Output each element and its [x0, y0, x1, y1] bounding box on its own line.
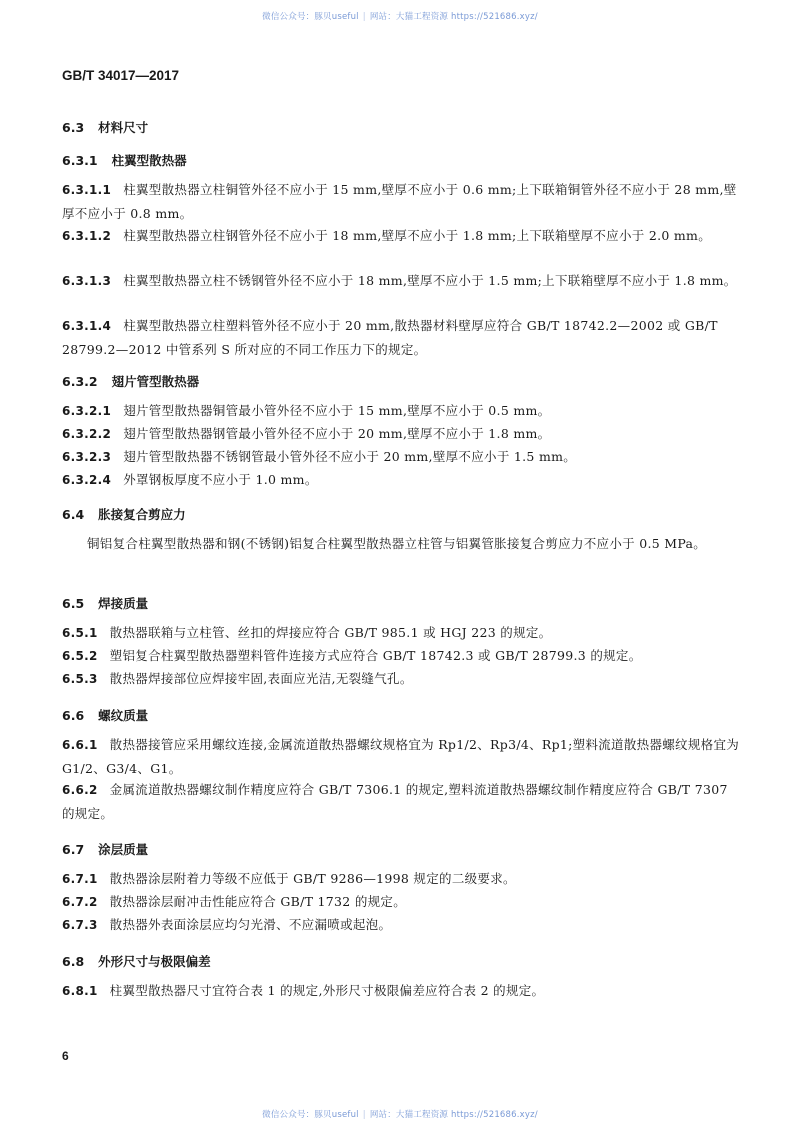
clause-text: 金属流道散热器螺纹制作精度应符合 GB/T 7306.1 的规定,塑料流道散热器螺纹制作精度应符合 GB/T 7307 的规定。 — [62, 782, 728, 821]
paragraph-text: 铜铝复合柱翼型散热器和钢(不锈钢)铝复合柱翼型散热器立柱管与铝翼管胀接复合剪应力不应小于 0.5 MPa。 — [87, 536, 707, 551]
section-title: 外形尺寸与极限偏差 — [98, 954, 211, 969]
watermark-site: 网站：大猫工程资源 https://521686.xyz/ — [369, 1110, 538, 1120]
heading-6-4 — [62, 505, 186, 523]
heading-6-8 — [62, 952, 211, 970]
clause-6-3-1-1 — [62, 178, 742, 225]
clause-number: 6.8.1 — [62, 984, 98, 998]
clause-number: 6.5.2 — [62, 649, 98, 663]
clause-6-7-2 — [62, 890, 742, 914]
clause-text: 翅片管型散热器不锈钢管最小管外径不应小于 20 mm,壁厚不应小于 1.5 mm。 — [123, 449, 577, 464]
section-title: 柱翼型散热器 — [111, 153, 187, 168]
clause-text: 柱翼型散热器立柱钢管外径不应小于 18 mm,壁厚不应小于 1.8 mm;上下联箱壁厚不应小于 2.0 mm。 — [123, 228, 711, 243]
section-number: 6.7 — [62, 842, 85, 857]
clause-number: 6.7.1 — [62, 872, 98, 886]
clause-number: 6.3.1.3 — [62, 274, 112, 288]
clause-6-3-1-3 — [62, 269, 742, 293]
section-title: 螺纹质量 — [98, 708, 149, 723]
clause-text: 柱翼型散热器立柱塑料管外径不应小于 20 mm,散热器材料壁厚应符合 GB/T 18742.2—2002 或 GB/T 28799.2—2012 中管系列 S 所对应的不同工作压力下的规定。 — [62, 318, 718, 357]
clause-6-3-2-4 — [62, 468, 742, 492]
heading-6-3-2 — [62, 372, 199, 390]
watermark-wechat: 微信公众号：豚贝useful — [262, 12, 359, 22]
clause-6-8-1 — [62, 979, 742, 1003]
section-number: 6.5 — [62, 596, 85, 611]
section-number: 6.8 — [62, 954, 85, 969]
clause-6-3-1-2 — [62, 224, 742, 248]
clause-text: 散热器联箱与立柱管、丝扣的焊接应符合 GB/T 985.1 或 HGJ 223 的规定。 — [109, 625, 552, 640]
clause-number: 6.7.3 — [62, 918, 98, 932]
clause-number: 6.6.2 — [62, 783, 98, 797]
section-title: 涂层质量 — [98, 842, 149, 857]
section-title: 焊接质量 — [98, 596, 149, 611]
clause-6-6-1 — [62, 733, 742, 780]
clause-number: 6.3.1.1 — [62, 183, 112, 197]
clause-6-3-1-4 — [62, 314, 742, 361]
clause-text: 柱翼型散热器立柱不锈钢管外径不应小于 18 mm,壁厚不应小于 1.5 mm;上下联箱壁厚不应小于 1.8 mm。 — [123, 273, 737, 288]
clause-number: 6.3.2.3 — [62, 450, 112, 464]
clause-text: 散热器接管应采用螺纹连接,金属流道散热器螺纹规格宜为 Rp1/2、Rp3/4、Rp1;塑料流道散热器螺纹规格宜为 G1/2、G3/4、G1。 — [62, 737, 740, 776]
clause-number: 6.3.2.1 — [62, 404, 112, 418]
watermark-site: 网站：大猫工程资源 https://521686.xyz/ — [369, 12, 538, 22]
clause-number: 6.6.1 — [62, 738, 98, 752]
watermark-separator: | — [362, 12, 366, 22]
watermark-separator: | — [362, 1110, 366, 1120]
clause-6-3-2-2 — [62, 422, 742, 446]
watermark-top — [0, 10, 800, 22]
clause-text: 柱翼型散热器立柱铜管外径不应小于 15 mm,壁厚不应小于 0.6 mm;上下联箱铜管外径不应小于 28 mm,壁厚不应小于 0.8 mm。 — [62, 182, 737, 221]
section-number: 6.3.2 — [62, 374, 98, 389]
clause-text: 散热器焊接部位应焊接牢固,表面应光洁,无裂缝气孔。 — [109, 671, 413, 686]
clause-6-5-3 — [62, 667, 742, 691]
clause-number: 6.3.2.4 — [62, 473, 112, 487]
heading-6-3-1 — [62, 151, 187, 169]
section-number: 6.6 — [62, 708, 85, 723]
clause-text: 柱翼型散热器尺寸宜符合表 1 的规定,外形尺寸极限偏差应符合表 2 的规定。 — [109, 983, 545, 998]
watermark-wechat: 微信公众号：豚贝useful — [262, 1110, 359, 1120]
clause-number: 6.3.2.2 — [62, 427, 112, 441]
clause-number: 6.3.1.4 — [62, 319, 112, 333]
clause-text: 散热器涂层耐冲击性能应符合 GB/T 1732 的规定。 — [109, 894, 407, 909]
clause-text: 散热器涂层附着力等级不应低于 GB/T 9286—1998 规定的二级要求。 — [109, 871, 516, 886]
watermark-bottom — [0, 1108, 800, 1120]
clause-text: 散热器外表面涂层应均匀光滑、不应漏喷或起泡。 — [109, 917, 392, 932]
clause-text: 外罩钢板厚度不应小于 1.0 mm。 — [123, 472, 318, 487]
section-title: 胀接复合剪应力 — [98, 507, 186, 522]
heading-6-3 — [62, 118, 148, 136]
clause-6-6-2 — [62, 778, 742, 825]
paragraph-6-4 — [62, 532, 742, 555]
heading-6-5 — [62, 594, 148, 612]
page-number: 6 — [62, 1049, 69, 1063]
section-number: 6.4 — [62, 507, 85, 522]
clause-number: 6.3.1.2 — [62, 229, 112, 243]
clause-6-7-3 — [62, 913, 742, 937]
section-title: 翅片管型散热器 — [111, 374, 200, 389]
clause-text: 翅片管型散热器铜管最小管外径不应小于 15 mm,壁厚不应小于 0.5 mm。 — [123, 403, 551, 418]
clause-text: 塑铝复合柱翼型散热器塑料管件连接方式应符合 GB/T 18742.3 或 GB/T 28799.3 的规定。 — [109, 648, 642, 663]
clause-6-7-1 — [62, 867, 742, 891]
clause-6-3-2-3 — [62, 445, 742, 469]
section-number: 6.3.1 — [62, 153, 98, 168]
clause-number: 6.7.2 — [62, 895, 98, 909]
clause-number: 6.5.3 — [62, 672, 98, 686]
section-number: 6.3 — [62, 120, 85, 135]
clause-6-3-2-1 — [62, 399, 742, 423]
section-title: 材料尺寸 — [98, 120, 149, 135]
heading-6-6 — [62, 706, 148, 724]
clause-6-5-1 — [62, 621, 742, 645]
clause-text: 翅片管型散热器钢管最小管外径不应小于 20 mm,壁厚不应小于 1.8 mm。 — [123, 426, 551, 441]
clause-number: 6.5.1 — [62, 626, 98, 640]
heading-6-7 — [62, 840, 148, 858]
clause-6-5-2 — [62, 644, 742, 668]
standard-code: GB/T 34017—2017 — [62, 68, 180, 83]
